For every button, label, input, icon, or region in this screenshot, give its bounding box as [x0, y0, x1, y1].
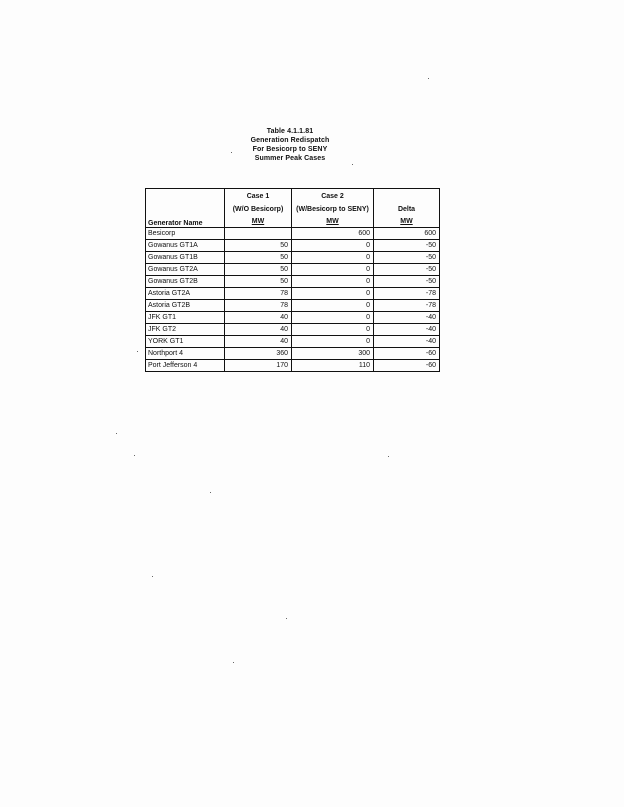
table-row: [146, 300, 440, 312]
scan-speck: [134, 455, 135, 456]
generator-name: Port Jefferson 4: [146, 360, 225, 372]
scan-speck: [231, 152, 232, 153]
generator-name: Astoria GT2A: [146, 288, 225, 300]
scan-speck: [210, 492, 211, 493]
case2-value: 0: [292, 288, 374, 300]
table-title-block: [200, 127, 380, 163]
scan-speck: [352, 164, 353, 165]
scan-speck: [233, 662, 234, 663]
generator-name: Gowanus GT2A: [146, 264, 225, 276]
scan-speck: [286, 618, 287, 619]
scan-speck: [152, 576, 153, 577]
generator-name: Besicorp: [146, 228, 225, 240]
generator-name: YORK GT1: [146, 336, 225, 348]
delta-value: -60: [374, 348, 440, 360]
generator-name: Astoria GT2B: [146, 300, 225, 312]
generator-name: Gowanus GT1A: [146, 240, 225, 252]
case2-unit: MW: [326, 218, 339, 225]
delta-value: -40: [374, 336, 440, 348]
case1-value: 170: [225, 360, 292, 372]
table-row: [146, 240, 440, 252]
table-title: Generation Redispatch: [250, 137, 330, 144]
case2-value: 0: [292, 264, 374, 276]
generator-name-header: Generator Name: [146, 216, 225, 228]
case1-value: 78: [225, 288, 292, 300]
table-row: [146, 252, 440, 264]
table-row: [146, 228, 440, 240]
table-subtitle: For Besicorp to SENY: [252, 146, 328, 153]
case1-subheader: (W/O Besicorp): [225, 203, 292, 216]
delta-value: -40: [374, 324, 440, 336]
case1-value: 360: [225, 348, 292, 360]
generator-name: JFK GT2: [146, 324, 225, 336]
case1-value: 78: [225, 300, 292, 312]
table-row: [146, 312, 440, 324]
case1-value: 40: [225, 336, 292, 348]
generator-name: Gowanus GT1B: [146, 252, 225, 264]
delta-value: -50: [374, 264, 440, 276]
delta-value: -78: [374, 288, 440, 300]
case2-value: 300: [292, 348, 374, 360]
case1-value: 50: [225, 240, 292, 252]
scan-speck: [137, 351, 138, 352]
case2-value: 0: [292, 312, 374, 324]
delta-value: -50: [374, 252, 440, 264]
case2-value: 0: [292, 324, 374, 336]
delta-value: -50: [374, 276, 440, 288]
table-row: [146, 276, 440, 288]
redispatch-table: [145, 188, 440, 372]
table-row: [146, 348, 440, 360]
case2-value: 0: [292, 240, 374, 252]
delta-value: -50: [374, 240, 440, 252]
delta-value: -40: [374, 312, 440, 324]
case2-value: 0: [292, 300, 374, 312]
scan-speck: [388, 456, 389, 457]
generator-name: Northport 4: [146, 348, 225, 360]
case1-value: 40: [225, 312, 292, 324]
case1-value: 40: [225, 324, 292, 336]
generator-name: Gowanus GT2B: [146, 276, 225, 288]
delta-value: -60: [374, 360, 440, 372]
case1-header: Case 1: [225, 189, 292, 204]
scan-speck: [428, 78, 429, 79]
case2-value: 110: [292, 360, 374, 372]
delta-unit: MW: [400, 218, 413, 225]
case1-unit: MW: [251, 218, 265, 225]
case2-value: 600: [292, 228, 374, 240]
table-row: [146, 288, 440, 300]
table-row: [146, 324, 440, 336]
case2-subheader: (W/Besicorp to SENY): [292, 203, 374, 216]
delta-header: Delta: [374, 203, 440, 216]
case1-value: 50: [225, 264, 292, 276]
table-case-label: Summer Peak Cases: [254, 155, 326, 162]
case2-value: 0: [292, 336, 374, 348]
case2-value: 0: [292, 276, 374, 288]
delta-value: -78: [374, 300, 440, 312]
table-row: [146, 336, 440, 348]
generator-name: JFK GT1: [146, 312, 225, 324]
scan-speck: [116, 433, 117, 434]
table-number: Table 4.1.1.81: [266, 128, 314, 135]
case1-value: [225, 228, 292, 240]
table-row: [146, 360, 440, 372]
case2-value: 0: [292, 252, 374, 264]
case2-header: Case 2: [292, 189, 374, 204]
case1-value: 50: [225, 252, 292, 264]
table-row: [146, 264, 440, 276]
case1-value: 50: [225, 276, 292, 288]
delta-value: 600: [374, 228, 440, 240]
